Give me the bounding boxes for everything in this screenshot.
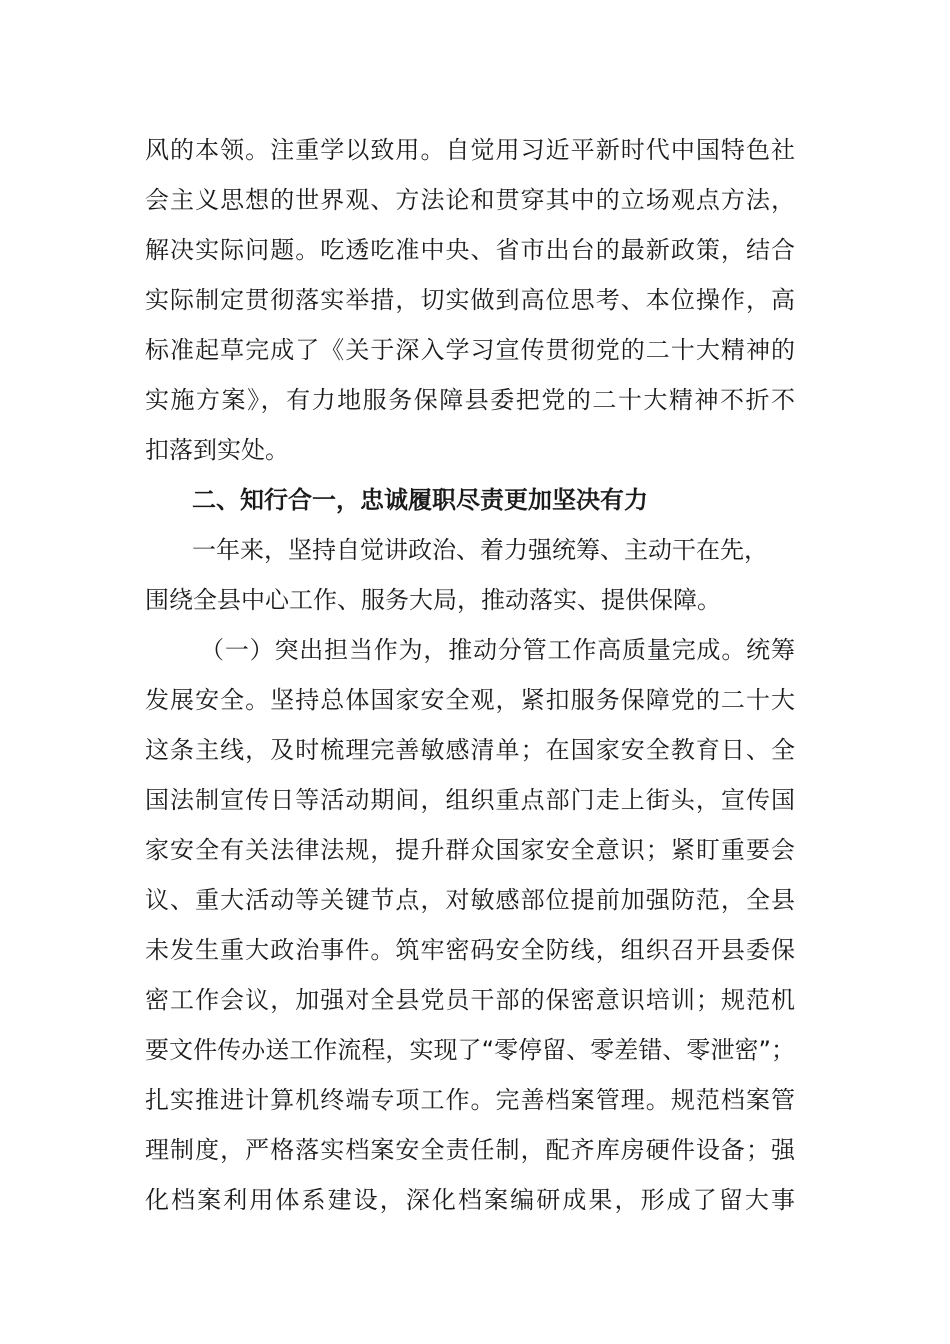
body-line: 扎实推进计算机终端专项工作。完善档案管理。规范档案管 (145, 1086, 795, 1114)
body-line: 这条主线，及时梳理完善敏感清单；在国家安全教育日、全 (145, 736, 795, 764)
body-line: 理制度，严格落实档案安全责任制，配齐库房硬件设备；强 (145, 1136, 795, 1164)
body-line: 要文件传办送工作流程，实现了“零停留、零差错、零泄密”； (145, 1036, 795, 1064)
body-line: 会主义思想的世界观、方法论和贯穿其中的立场观点方法， (145, 186, 795, 214)
body-line: 解决实际问题。吃透吃准中央、省市出台的最新政策，结合 (145, 236, 795, 264)
section-heading: 二、知行合一，忠诚履职尽责更加坚决有力 (192, 486, 648, 514)
body-line: 一年来，坚持自觉讲政治、着力强统筹、主动干在先， (192, 536, 768, 564)
body-line: （一）突出担当作为，推动分管工作高质量完成。统筹 (200, 636, 795, 664)
body-line: 扣落到实处。 (145, 436, 289, 464)
body-line: 未发生重大政治事件。筑牢密码安全防线，组织召开县委保 (145, 936, 795, 964)
body-line: 密工作会议，加强对全县党员干部的保密意识培训；规范机 (145, 986, 795, 1014)
body-line: 化档案利用体系建设，深化档案编研成果，形成了留大事 (145, 1186, 795, 1214)
body-line: 发展安全。坚持总体国家安全观，紧扣服务保障党的二十大 (145, 686, 795, 714)
body-line: 围绕全县中心工作、服务大局，推动落实、提供保障。 (145, 586, 721, 614)
body-line: 实际制定贯彻落实举措，切实做到高位思考、本位操作，高 (145, 286, 795, 314)
body-line: 家安全有关法律法规，提升群众国家安全意识；紧盯重要会 (145, 836, 795, 864)
body-line: 标准起草完成了《关于深入学习宣传贯彻党的二十大精神的 (145, 336, 795, 364)
body-line: 实施方案》，有力地服务保障县委把党的二十大精神不折不 (145, 386, 795, 414)
body-line: 国法制宣传日等活动期间，组织重点部门走上街头，宣传国 (145, 786, 795, 814)
body-line: 风的本领。注重学以致用。自觉用习近平新时代中国特色社 (145, 136, 795, 164)
body-line: 议、重大活动等关键节点，对敏感部位提前加强防范，全县 (145, 886, 795, 914)
